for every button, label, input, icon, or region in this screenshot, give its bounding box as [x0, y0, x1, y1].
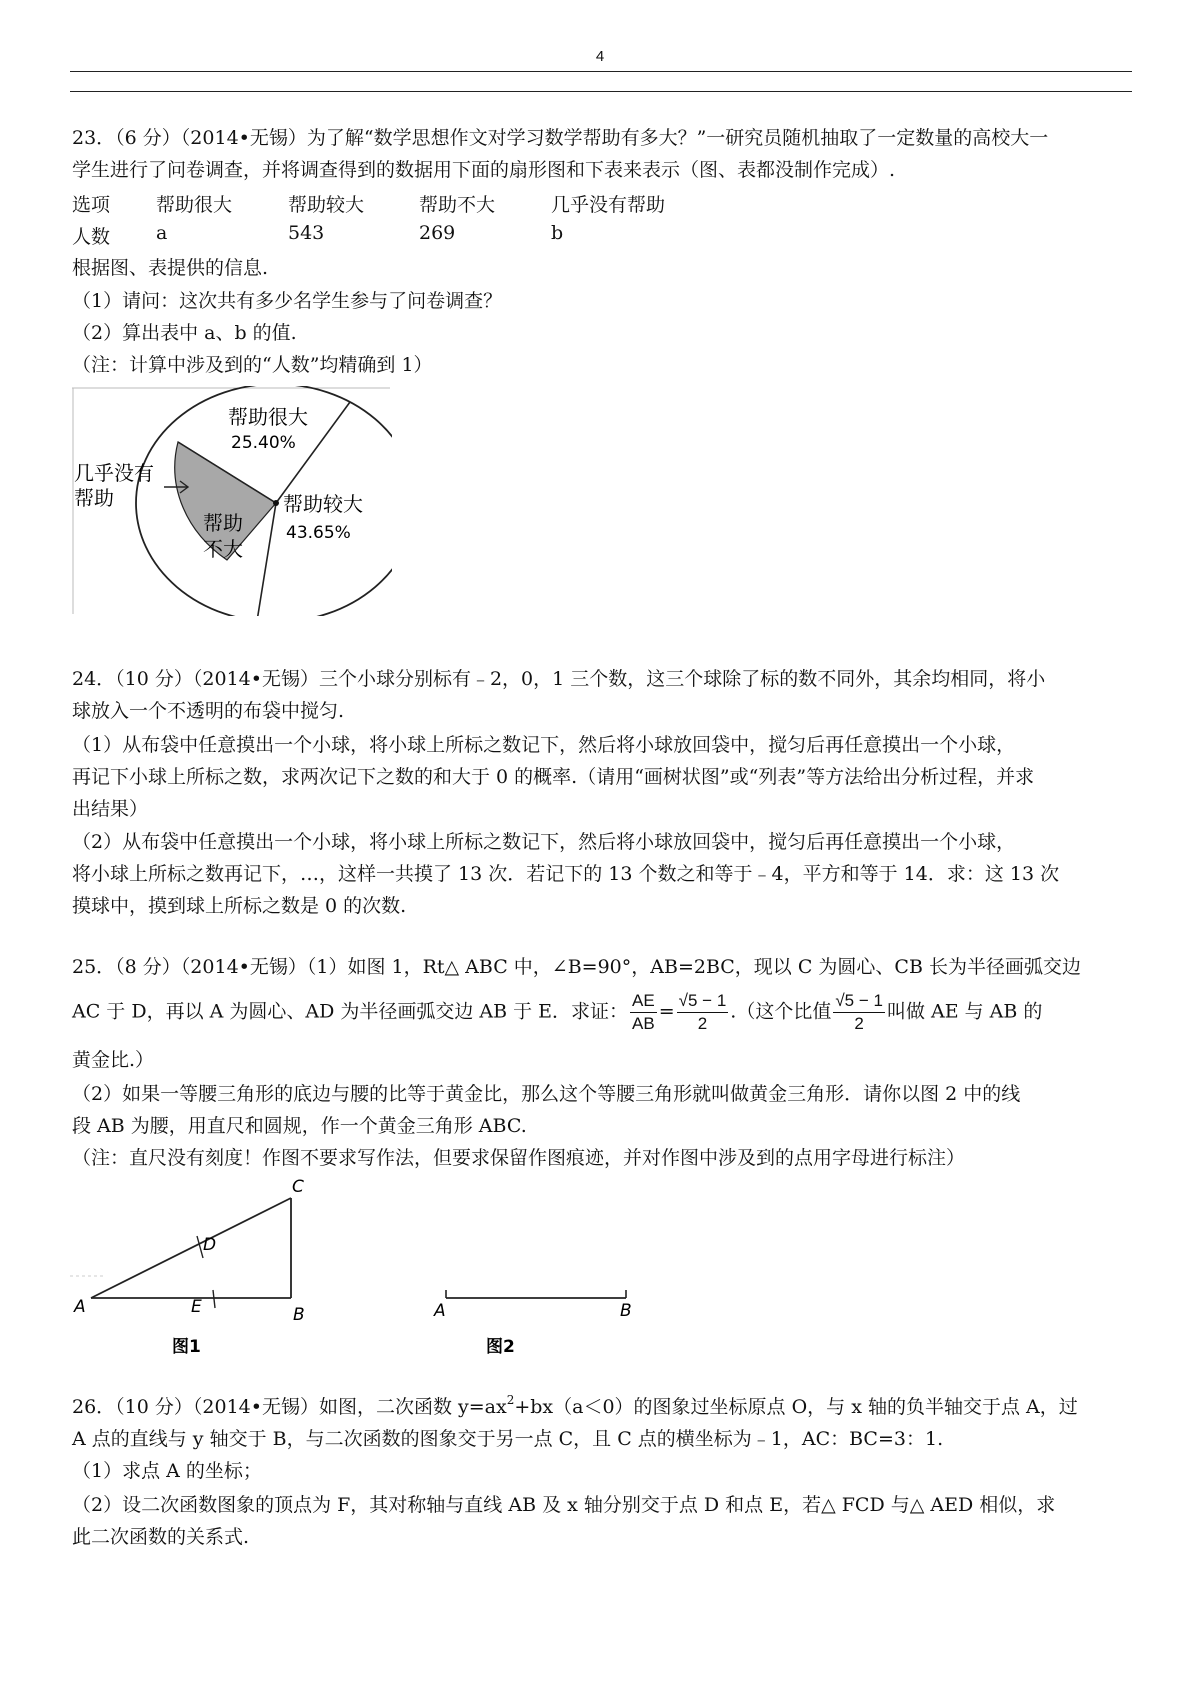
- q24-line1: 24．（10 分）（2014•无锡）三个小球分别标有﹣2，0，1 三个数，这三个球除了标的数不同外，其余均相同，将小: [72, 668, 1046, 690]
- pie-label-none-1: 几乎没有: [74, 461, 154, 485]
- q26-line1-text-b: +bx（a＜0）的图象过坐标原点 O，与 x 轴的负半轴交于点 A，过: [514, 1396, 1078, 1418]
- pie-pct-very-big: 25.40%: [231, 433, 296, 453]
- q26-part1: （1）求点 A 的坐标；: [72, 1460, 262, 1482]
- table-cell: a: [156, 222, 168, 244]
- table-cell: 543: [288, 222, 325, 244]
- q23-line1: 23．（6 分）（2014•无锡）为了解“数学思想作文对学习数学帮助有多大？”一研究员随机抽取了一定数量的高校大一: [72, 127, 1049, 149]
- q25-p2-line1: （2）如果一等腰三角形的底边与腰的比等于黄金比，那么这个等腰三角形就叫做黄金三角形．请你以图 2 中的线: [72, 1083, 1021, 1105]
- figure-1-triangle: [70, 1176, 320, 1356]
- q26-part2-line1: （2）设二次函数图象的顶点为 F，其对称轴与直线 AB 及 x 轴分别交于点 D 和点 E，若△ FCD 与△ AED 相似，求: [72, 1494, 1056, 1516]
- q24-line2: 球放入一个不透明的布袋中搅匀.: [72, 700, 345, 722]
- label-c: C: [292, 1177, 304, 1197]
- q26-line1: [72, 1393, 1136, 1423]
- table-cell: 269: [419, 222, 456, 244]
- pie-chart-figure: [72, 386, 392, 616]
- q26-line2: A 点的直线与 y 轴交于 B，与二次函数的图象交于另一点 C，且 C 点的横坐标为﹣1，AC：BC=3：1.: [72, 1428, 944, 1450]
- q23-part1: （1）请问：这次共有多少名学生参与了问卷调查？: [72, 290, 503, 312]
- q26-line1-text-a: 26．（10 分）（2014•无锡）如图，二次函数 y=ax: [72, 1396, 507, 1418]
- fraction-golden-ratio: [677, 990, 729, 1035]
- q24-p2-line2: 将小球上所标之数再记下，…，这样一共摸了 13 次．若记下的 13 个数之和等于﹣4，平方和等于 14．求：这 13 次: [72, 863, 1060, 885]
- q25-note: （注：直尺没有刻度！作图不要求写作法，但要求保留作图痕迹，并对作图中涉及到的点用字母进行标注）: [72, 1147, 966, 1169]
- q23-note: （注：计算中涉及到的“人数”均精确到 1）: [72, 354, 433, 376]
- arc-mark-e: [213, 1290, 215, 1308]
- table-cell: b: [551, 222, 564, 244]
- q24-p1-line3: 出结果）: [72, 798, 149, 820]
- pie-center-dot: [273, 500, 279, 506]
- table-header-cell: 选项: [72, 194, 111, 216]
- q23-line3: 根据图、表提供的信息.: [72, 257, 269, 279]
- table-header-cell: 帮助不大: [419, 194, 496, 216]
- table-header-cell: 几乎没有帮助: [551, 194, 666, 216]
- fraction-denominator: 2: [854, 1014, 864, 1033]
- pie-label-big: 帮助较大: [283, 492, 363, 516]
- q23-line2: 学生进行了问卷调查，并将调查得到的数据用下面的扇形图和下表来表示（图、表都没制作完成）.: [72, 159, 896, 181]
- side-ac: [91, 1198, 291, 1298]
- page-number: 4: [595, 48, 605, 65]
- q25-line2-text-a: AC 于 D，再以 A 为圆心、AD 为半径画弧交边 AB 于 E．求证：: [72, 1000, 629, 1023]
- q25-line1: 25．（8 分）（2014•无锡）（1）如图 1，Rt△ ABC 中，∠B=90°，AB=2BC，现以 C 为圆心、CB 长为半径画弧交边: [72, 956, 1081, 978]
- table-header-cell: 帮助较大: [288, 194, 365, 216]
- table-header-cell: 帮助很大: [156, 194, 233, 216]
- pie-label-small-2: 不大: [203, 537, 243, 561]
- header-rule-bottom: [70, 91, 1132, 92]
- fraction-ae-ab: [630, 990, 657, 1035]
- q25-line3: 黄金比.）: [72, 1049, 155, 1071]
- q25-line2-text-c: 叫做 AE 与 AB 的: [886, 1000, 1043, 1023]
- pie-label-none-2: 帮助: [74, 486, 114, 510]
- q24-p1-line1: （1）从布袋中任意摸出一个小球，将小球上所标之数记下，然后将小球放回袋中，搅匀后再任意摸出一个小球，: [72, 734, 1016, 756]
- fraction-golden-ratio: [833, 990, 885, 1035]
- label-b: B: [293, 1305, 305, 1325]
- exponent: 2: [506, 1393, 515, 1407]
- figure-2-segment: [430, 1276, 650, 1358]
- fraction-numerator: √5 − 1: [833, 990, 885, 1013]
- q25-p2-line2: 段 AB 为腰，用直尺和圆规，作一个黄金三角形 ABC.: [72, 1115, 527, 1137]
- q25-line2: [72, 990, 1136, 1035]
- header-rule-top: [70, 71, 1132, 72]
- q24-p1-line2: 再记下小球上所标之数，求两次记下之数的和大于 0 的概率.（请用“画树状图”或“列表”等方法给出分析过程，并求: [72, 766, 1035, 788]
- fraction-denominator: AB: [632, 1014, 655, 1033]
- figure-2-caption: 图2: [486, 1337, 515, 1357]
- label-e: E: [191, 1297, 202, 1317]
- q24-p2-line3: 摸球中，摸到球上所标之数是 0 的次数.: [72, 895, 407, 917]
- figure-1-caption: 图1: [172, 1337, 201, 1356]
- fraction-numerator: √5 − 1: [677, 990, 729, 1013]
- label-a: A: [434, 1301, 446, 1321]
- label-d: D: [203, 1235, 217, 1255]
- equals-sign: =: [658, 1000, 675, 1023]
- fraction-numerator: AE: [630, 990, 657, 1013]
- pie-pct-big: 43.65%: [286, 523, 351, 543]
- q25-line2-text-b: .（这个比值: [730, 1000, 832, 1023]
- q26-part2-line2: 此二次函数的关系式.: [72, 1526, 250, 1548]
- q24-p2-line1: （2）从布袋中任意摸出一个小球，将小球上所标之数记下，然后将小球放回袋中，搅匀后再任意摸出一个小球，: [72, 831, 1016, 853]
- pie-label-very-big: 帮助很大: [228, 405, 308, 429]
- q23-part2: （2）算出表中 a、b 的值.: [72, 322, 297, 344]
- fraction-denominator: 2: [697, 1014, 708, 1033]
- label-a: A: [74, 1297, 86, 1317]
- pie-label-small-1: 帮助: [203, 511, 243, 535]
- table-cell: 人数: [72, 226, 111, 248]
- label-b: B: [620, 1301, 632, 1321]
